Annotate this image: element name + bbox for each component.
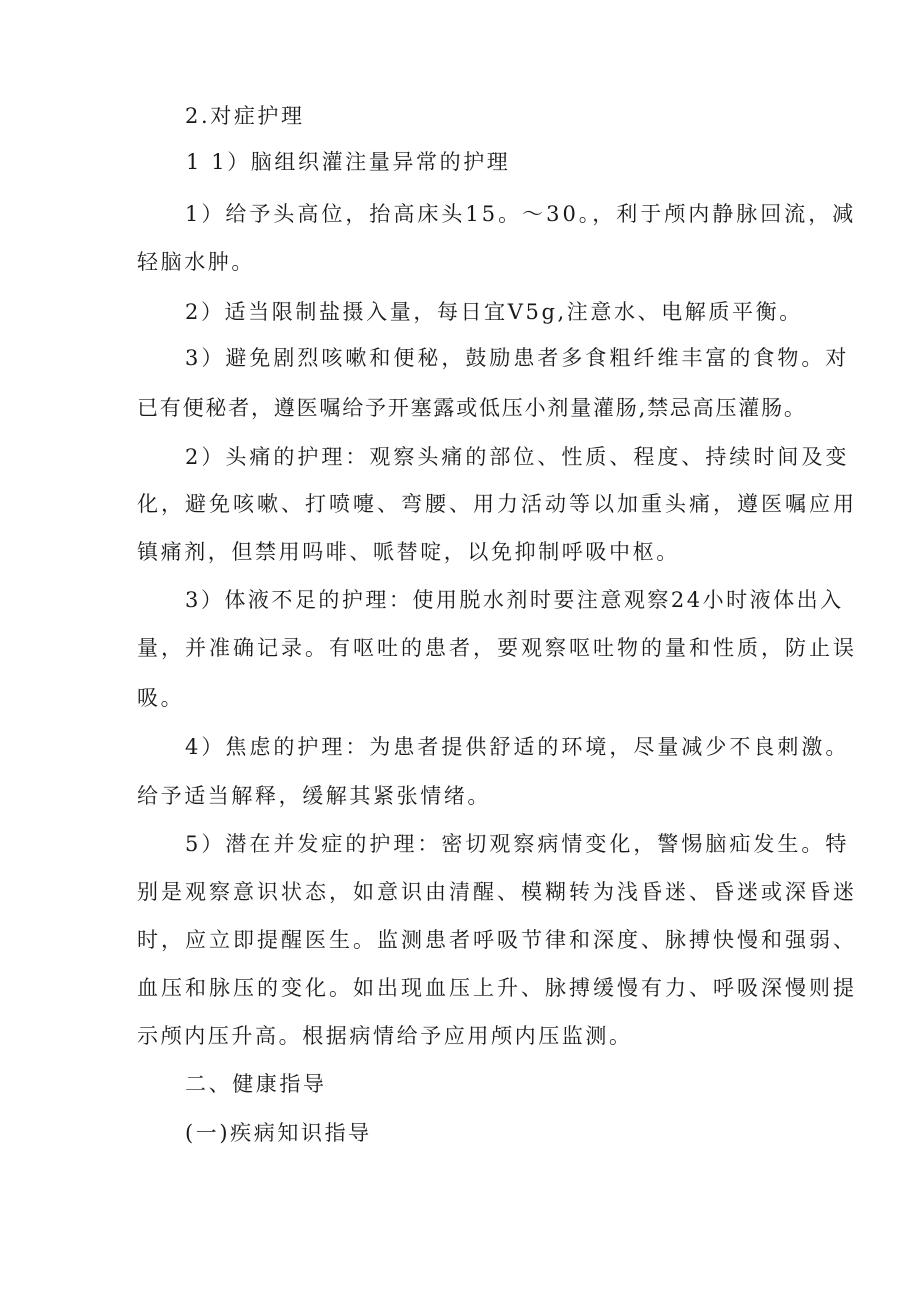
paragraph-line: 3）体液不足的护理：使用脱水剂时要注意观察24小时液体出入 bbox=[185, 588, 844, 612]
paragraph-line: 化，避免咳嗽、打喷嚏、弯腰、用力活动等以加重头痛，遵医嘱应用 bbox=[137, 492, 857, 516]
subsection-heading: (一)疾病知识指导 bbox=[185, 1121, 372, 1145]
paragraph-line: 吸。 bbox=[137, 686, 185, 710]
paragraph-line: 2）适当限制盐摄入量，每日宜V5g,注意水、电解质平衡。 bbox=[185, 300, 803, 324]
paragraph-line: 量，并准确记录。有呕吐的患者，要观察呕吐物的量和性质，防止误 bbox=[137, 636, 857, 660]
paragraph-line: 别是观察意识状态，如意识由清醒、模糊转为浅昏迷、昏迷或深昏迷 bbox=[137, 880, 857, 904]
paragraph-line: 5）潜在并发症的护理：密切观察病情变化，警惕脑疝发生。特 bbox=[185, 832, 850, 856]
paragraph-line: 轻脑水肿。 bbox=[137, 250, 255, 274]
section-heading: 二、健康指导 bbox=[185, 1072, 327, 1096]
paragraph-line: 时，应立即提醒医生。监测患者呼吸节律和深度、脉搏快慢和强弱、 bbox=[137, 928, 857, 952]
paragraph-line: 示颅内压升高。根据病情给予应用颅内压监测。 bbox=[137, 1024, 633, 1048]
subsection-heading: 1 1）脑组织灌注量异常的护理 bbox=[186, 150, 511, 174]
paragraph-line: 1）给予头高位，抬高床头15。～30。，利于颅内静脉回流，减 bbox=[185, 202, 857, 226]
paragraph-line: 3）避免剧烈咳嗽和便秘，鼓励患者多食粗纤维丰富的食物。对 bbox=[185, 346, 850, 370]
paragraph-line: 4）焦虑的护理：为患者提供舒适的环境，尽量减少不良刺激。 bbox=[185, 735, 850, 759]
paragraph-line: 镇痛剂，但禁用吗啡、哌替啶，以免抑制呼吸中枢。 bbox=[137, 540, 680, 564]
paragraph-line: 已有便秘者，遵医嘱给予开塞露或低压小剂量灌肠,禁忌高压灌肠。 bbox=[137, 396, 807, 420]
paragraph-line: 2）头痛的护理：观察头痛的部位、性质、程度、持续时间及变 bbox=[185, 445, 850, 469]
paragraph-line: 给予适当解释，缓解其紧张情绪。 bbox=[137, 784, 491, 808]
section-heading: 2.对症护理 bbox=[185, 104, 305, 128]
paragraph-line: 血压和脉压的变化。如出现血压上升、脉搏缓慢有力、呼吸深慢则提 bbox=[137, 976, 857, 1000]
